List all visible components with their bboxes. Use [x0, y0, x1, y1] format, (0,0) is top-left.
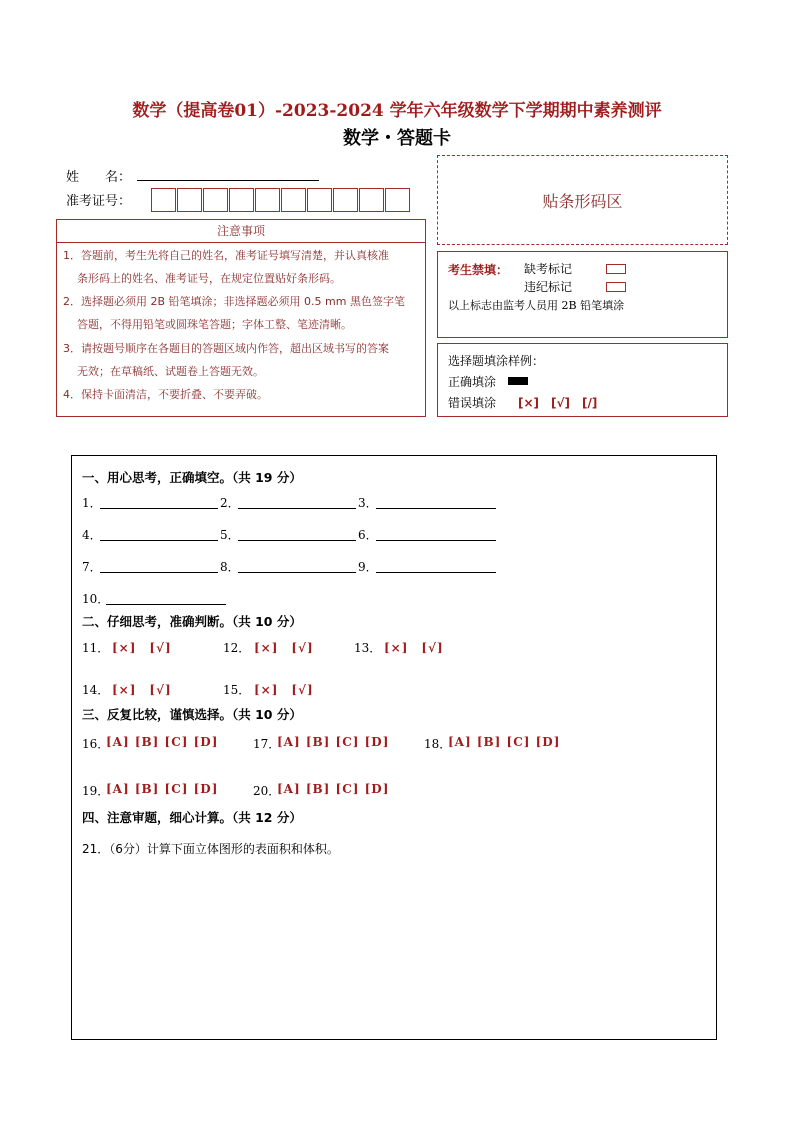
q-number: 8． — [220, 560, 240, 574]
note-line: 无效；在草稿纸、试题卷上答题无效。 — [77, 365, 264, 378]
wrong-marks: [×] [√] [/] — [518, 396, 598, 410]
id-digit-box[interactable] — [333, 188, 358, 212]
notes-box — [56, 219, 426, 417]
exam-ban-box — [437, 251, 728, 338]
id-digit-box[interactable] — [151, 188, 176, 212]
note-line: 答题，不得用铅笔或圆珠笔答题；字体工整、笔迹清晰。 — [77, 318, 352, 331]
id-digit-box[interactable] — [203, 188, 228, 212]
section-fill-title: 一、用心思考，正确填空。（共 19 分） — [82, 470, 302, 485]
question-21: 21．（6分）计算下面立体图形的表面积和体积。 — [82, 842, 339, 856]
note-line: 1．答题前，考生先将自己的姓名，准考证号填写清楚，并认真核准 — [63, 249, 389, 262]
q-number: 9． — [358, 560, 378, 574]
id-digit-box[interactable] — [177, 188, 202, 212]
q-number: 2． — [220, 496, 240, 510]
judge-options[interactable]: [×] [√] — [254, 683, 314, 697]
id-digit-box[interactable] — [307, 188, 332, 212]
answer-line[interactable] — [376, 540, 496, 541]
choice-options[interactable]: [A] [B] [C] [D] — [277, 782, 390, 796]
section-judge-title: 二、仔细思考，准确判断。（共 10 分） — [82, 614, 302, 629]
filled-mark — [508, 377, 528, 385]
note-line: 条形码上的姓名、准考证号，在规定位置贴好条形码。 — [77, 272, 341, 285]
q-number: 4． — [82, 528, 102, 542]
id-digit-box[interactable] — [359, 188, 384, 212]
id-digit-box[interactable] — [385, 188, 410, 212]
q-number: 20． — [253, 784, 281, 798]
note-line: 4．保持卡面清洁，不要折叠、不要弄破。 — [63, 388, 268, 401]
q-number: 17． — [253, 737, 281, 751]
name-field[interactable] — [137, 180, 319, 181]
name-label: 姓 名： — [66, 170, 132, 185]
violation-mark-box[interactable] — [606, 282, 626, 292]
absent-mark-box[interactable] — [606, 264, 626, 274]
answer-line[interactable] — [238, 572, 356, 573]
sample-title: 选择题填涂样例： — [448, 354, 545, 368]
judge-options[interactable]: [×] [√] — [384, 641, 444, 655]
q-number: 15． — [223, 683, 251, 697]
correct-label: 正确填涂 — [448, 375, 497, 389]
answer-line[interactable] — [100, 508, 218, 509]
q-number: 1． — [82, 496, 102, 510]
choice-options[interactable]: [A] [B] [C] [D] — [106, 782, 219, 796]
answer-line[interactable] — [100, 540, 218, 541]
judge-options[interactable]: [×] [√] — [254, 641, 314, 655]
answer-card-subtitle: 数学・答题卡 — [343, 128, 451, 149]
q-number: 19． — [82, 784, 110, 798]
answer-line[interactable] — [376, 508, 496, 509]
q-number: 10． — [82, 592, 110, 606]
id-digit-box[interactable] — [281, 188, 306, 212]
q-number: 13． — [354, 641, 382, 655]
answer-area — [71, 455, 717, 1040]
absent-label: 缺考标记 — [524, 262, 573, 276]
section-choice-title: 三、反复比较，谨慎选择。（共 10 分） — [82, 707, 302, 722]
answer-line[interactable] — [106, 604, 226, 605]
note-line: 2．选择题必须用 2B 铅笔填涂；非选择题必须用 0.5 mm 黑色签字笔 — [63, 295, 405, 308]
note-line: 3．请按题号顺序在各题目的答题区域内作答，超出区域书写的答案 — [63, 342, 389, 355]
violation-label: 违纪标记 — [524, 280, 573, 294]
q-number: 3． — [358, 496, 378, 510]
judge-options[interactable]: [×] [√] — [112, 641, 172, 655]
notes-title: 注意事项 — [57, 220, 425, 243]
answer-line[interactable] — [376, 572, 496, 573]
id-digit-box[interactable] — [229, 188, 254, 212]
answer-line[interactable] — [238, 508, 356, 509]
fill-sample-box — [437, 343, 728, 417]
q-number: 14． — [82, 683, 110, 697]
choice-options[interactable]: [A] [B] [C] [D] — [277, 735, 390, 749]
id-digit-box[interactable] — [255, 188, 280, 212]
q-number: 11． — [82, 641, 110, 655]
ban-note: 以上标志由监考人员用 2B 铅笔填涂 — [448, 299, 625, 312]
q-number: 18． — [424, 737, 452, 751]
id-label: 准考证号： — [66, 194, 132, 209]
choice-options[interactable]: [A] [B] [C] [D] — [448, 735, 561, 749]
q-number: 12． — [223, 641, 251, 655]
judge-options[interactable]: [×] [√] — [112, 683, 172, 697]
section-calc-title: 四、注意审题，细心计算。（共 12 分） — [82, 810, 302, 825]
q-number: 7． — [82, 560, 102, 574]
answer-line[interactable] — [238, 540, 356, 541]
wrong-label: 错误填涂 — [448, 396, 497, 410]
exam-title: 数学（提高卷01）-2023-2024 学年六年级数学下学期期中素养测评 — [132, 101, 662, 121]
question-21-answer-area[interactable] — [82, 861, 702, 1031]
choice-options[interactable]: [A] [B] [C] [D] — [106, 735, 219, 749]
ban-label: 考生禁填： — [448, 263, 509, 277]
q-number: 6． — [358, 528, 378, 542]
answer-line[interactable] — [100, 572, 218, 573]
barcode-area: 贴条形码区 — [437, 155, 728, 245]
q-number: 16． — [82, 737, 110, 751]
q-number: 5． — [220, 528, 240, 542]
